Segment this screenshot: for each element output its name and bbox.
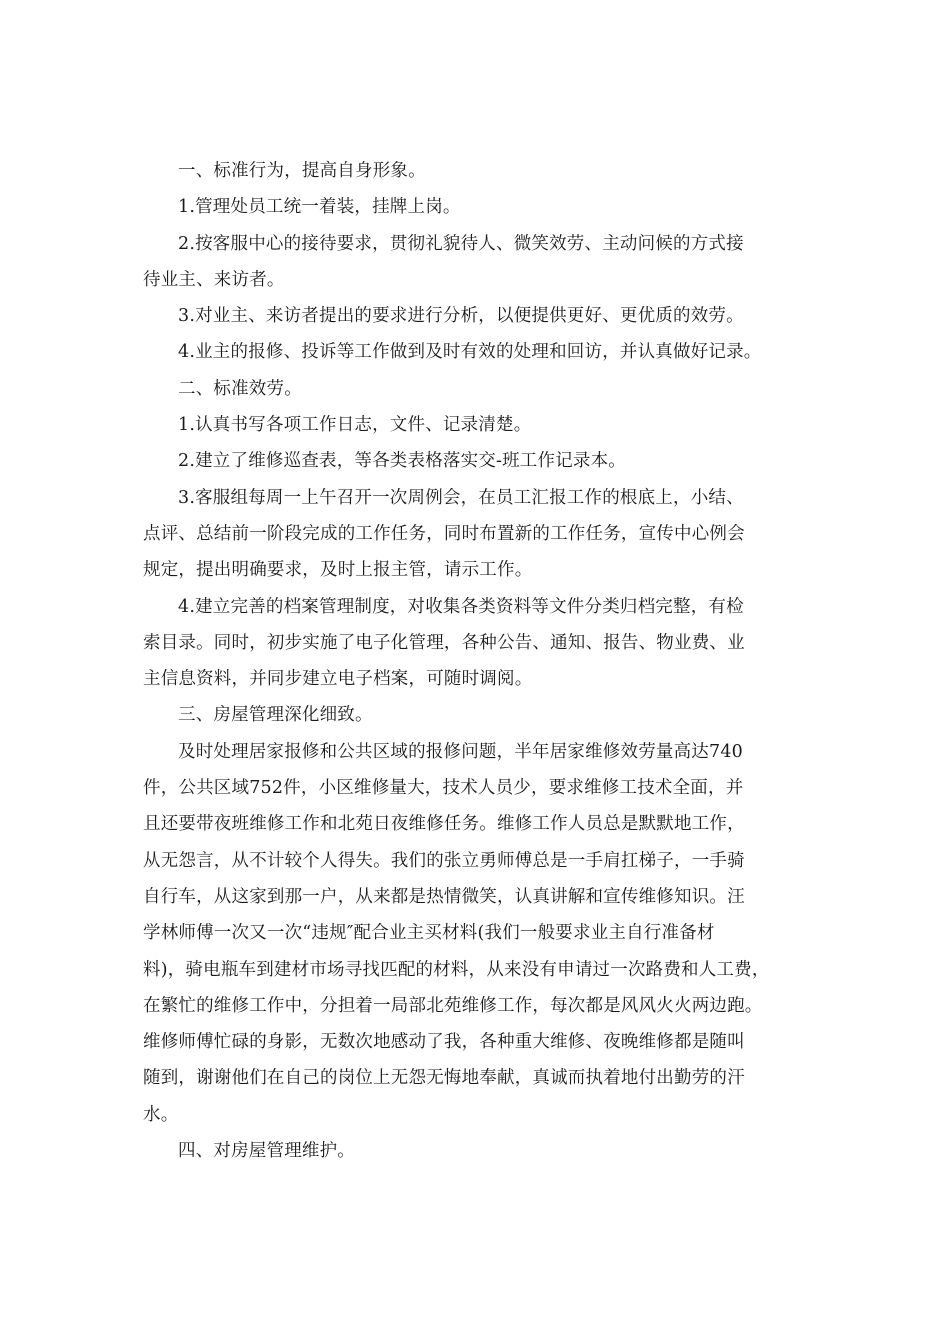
paragraph-1-2 xyxy=(143,226,815,299)
text-line: 二、标准效劳。 xyxy=(178,378,302,399)
text-line: 自行车，从这家到那一户，从来都是热情微笑，认真讲解和宣传维修知识。汪 xyxy=(143,886,745,907)
text-line: 主信息资料，并同步建立电子档案，可随时调阅。 xyxy=(143,669,533,690)
paragraph-2-4 xyxy=(143,589,815,698)
text-line: 2.建立了维修巡查表，等各类表格落实交-班工作记录本。 xyxy=(178,451,627,472)
section-heading-1 xyxy=(143,153,815,189)
text-line: 料)，骑电瓶车到建材市场寻找匹配的材料，从来没有申请过一次路费和人工费， xyxy=(143,959,770,980)
section-heading-4 xyxy=(143,1133,815,1169)
text-line: 4.建立完善的档案管理制度，对收集各类资料等文件分类归档完整，有检 xyxy=(178,596,744,617)
text-line: 且还要带夜班维修工作和北苑日夜维修任务。维修工作人员总是默默地工作， xyxy=(143,814,745,835)
text-line: 4.业主的报修、投诉等工作做到及时有效的处理和回访，并认真做好记录。 xyxy=(178,342,762,363)
paragraph-1-1 xyxy=(143,189,815,225)
text-line: 规定，提出明确要求，及时上报主管，请示工作。 xyxy=(143,560,533,581)
text-line: 点评、总结前一阶段完成的工作任务，同时布置新的工作任务，宣传中心例会 xyxy=(143,523,745,544)
text-line: 件，公共区域752件，小区维修量大，技术人员少，要求维修工技术全面，并 xyxy=(143,778,744,799)
text-line: 1.管理处员工统一着装，挂牌上岗。 xyxy=(178,197,461,218)
text-line: 三、房屋管理深化细致。 xyxy=(178,705,373,726)
paragraph-3-1 xyxy=(143,734,815,1133)
text-line: 待业主、来访者。 xyxy=(143,269,285,290)
section-heading-3 xyxy=(143,697,815,733)
paragraph-2-2 xyxy=(143,443,815,479)
text-line: 学林师傅一次又一次“违规″配合业主买材料(我们一般要求业主自行准备材 xyxy=(143,923,715,944)
paragraph-1-4 xyxy=(143,334,815,370)
paragraph-1-3 xyxy=(143,298,815,334)
text-line: 水。 xyxy=(143,1104,179,1125)
text-line: 一、标准行为，提高自身形象。 xyxy=(178,161,426,181)
text-line: 1.认真书写各项工作日志，文件、记录清楚。 xyxy=(178,415,532,436)
text-line: 2.按客服中心的接待要求，贯彻礼貌待人、微笑效劳、主动问候的方式接 xyxy=(178,233,744,254)
text-line: 及时处理居家报修和公共区域的报修问题，半年居家维修效劳量高达740 xyxy=(178,741,743,762)
paragraph-2-1 xyxy=(143,407,815,443)
text-line: 在繁忙的维修工作中，分担着一局部北苑维修工作，每次都是风风火火两边跑。 xyxy=(143,995,763,1016)
text-line: 3.对业主、来访者提出的要求进行分析，以便提供更好、更优质的效劳。 xyxy=(178,306,744,327)
text-line: 3.客服组每周一上午召开一次周例会，在员工汇报工作的根底上，小结、 xyxy=(178,487,744,508)
text-line: 从无怨言，从不计较个人得失。我们的张立勇师傅总是一手肩扛梯子，一手骑 xyxy=(143,850,745,871)
text-line: 维修师傅忙碌的身影，无数次地感动了我，各种重大维修、夜晚维修都是随叫 xyxy=(143,1032,745,1053)
paragraph-2-3 xyxy=(143,480,815,589)
text-line: 随到，谢谢他们在自己的岗位上无怨无悔地奉献，真诚而执着地付出勤劳的汗 xyxy=(143,1068,745,1089)
text-line: 四、对房屋管理维护。 xyxy=(178,1141,355,1162)
text-line: 索目录。同时，初步实施了电子化管理，各种公告、通知、报告、物业费、业 xyxy=(143,632,745,653)
document-body xyxy=(143,153,815,1169)
section-heading-2 xyxy=(143,371,815,407)
